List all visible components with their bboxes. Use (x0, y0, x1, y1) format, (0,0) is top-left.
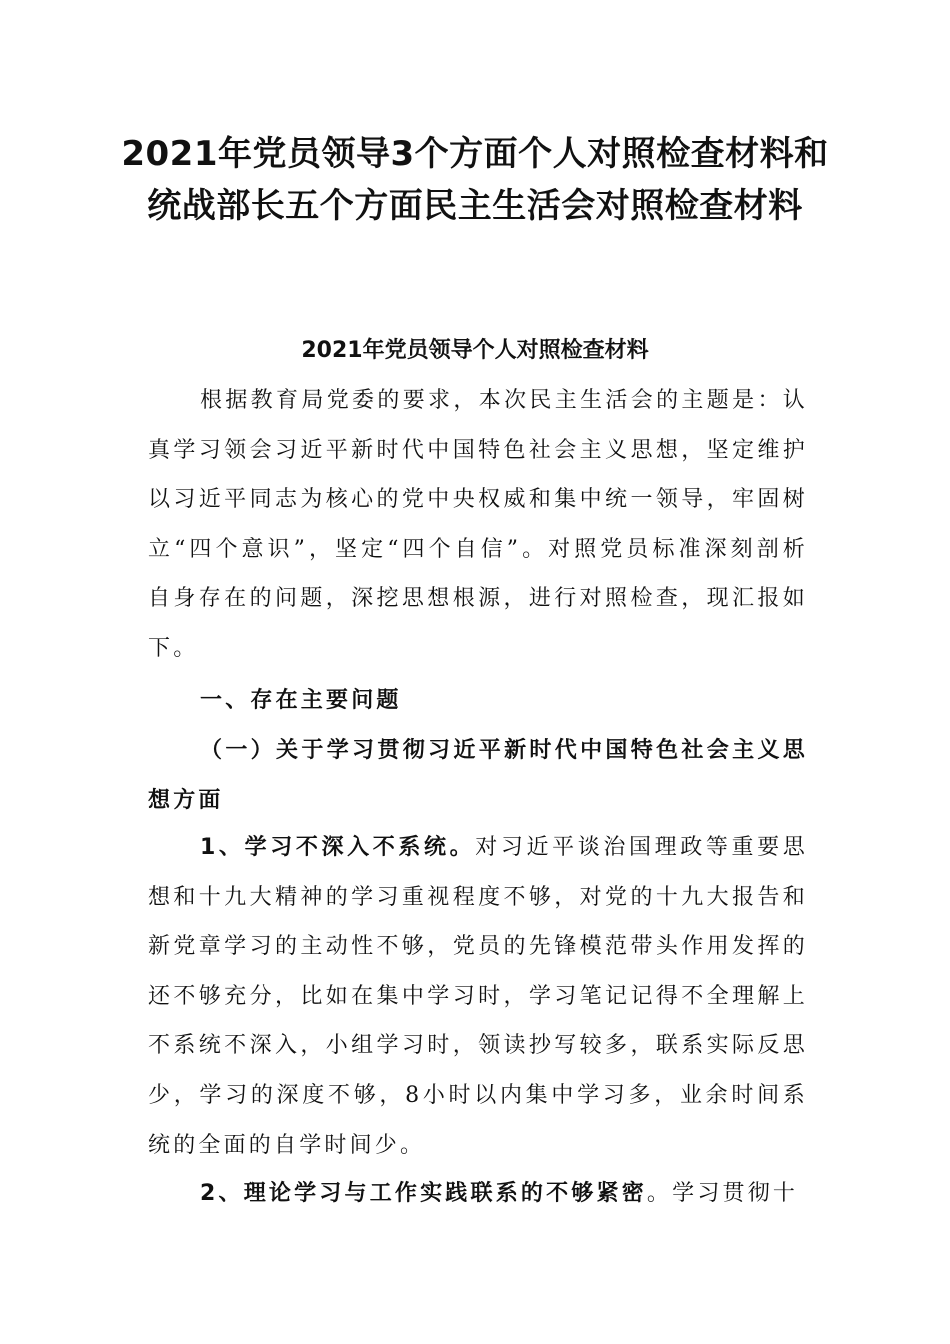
item-2-paragraph (148, 1169, 808, 1219)
subsection-heading: （一）关于学习贯彻习近平新时代中国特色社会主义思想方面 (148, 738, 808, 813)
item-2-label: 2、理论学习与工作实践联系的不够紧密 (200, 1181, 647, 1206)
item-1-paragraph (148, 823, 808, 1170)
item-1-label: 1、学习不深入不系统。 (200, 835, 476, 860)
document-title: 2021年党员领导3个方面个人对照检查材料和统战部长五个方面民主生活会对照检查材料 (121, 134, 829, 226)
section-heading: 一、存在主要问题 (200, 688, 402, 713)
item-2-text: 。学习贯彻十 (646, 1181, 799, 1206)
item-1-text: 对习近平谈治国理政等重要思想和十九大精神的学习重视程度不够，对党的十九大报告和新党章学习的主动性不够，党员的先锋模范带头作用发挥的还不够充分，比如在集中学习时，学习笔记记得不全理解上不系统不深入，小组学习时，领读抄写较多，联系实际反思少，学习的深度不够，8小时以内集中学习多，业余时间系统的全面的自学时间少。 (148, 835, 808, 1158)
document-subtitle: 2021年党员领导个人对照检查材料 (301, 338, 649, 363)
intro-paragraph: 根据教育局党委的要求，本次民主生活会的主题是：认真学习领会习近平新时代中国特色社会主义思想，坚定维护以习近平同志为核心的党中央权威和集中统一领导，牢固树立“四个意识”，坚定“四个自信”。对照党员标准深刻剖析自身存在的问题，深挖思想根源，进行对照检查，现汇报如下。 (148, 388, 808, 661)
